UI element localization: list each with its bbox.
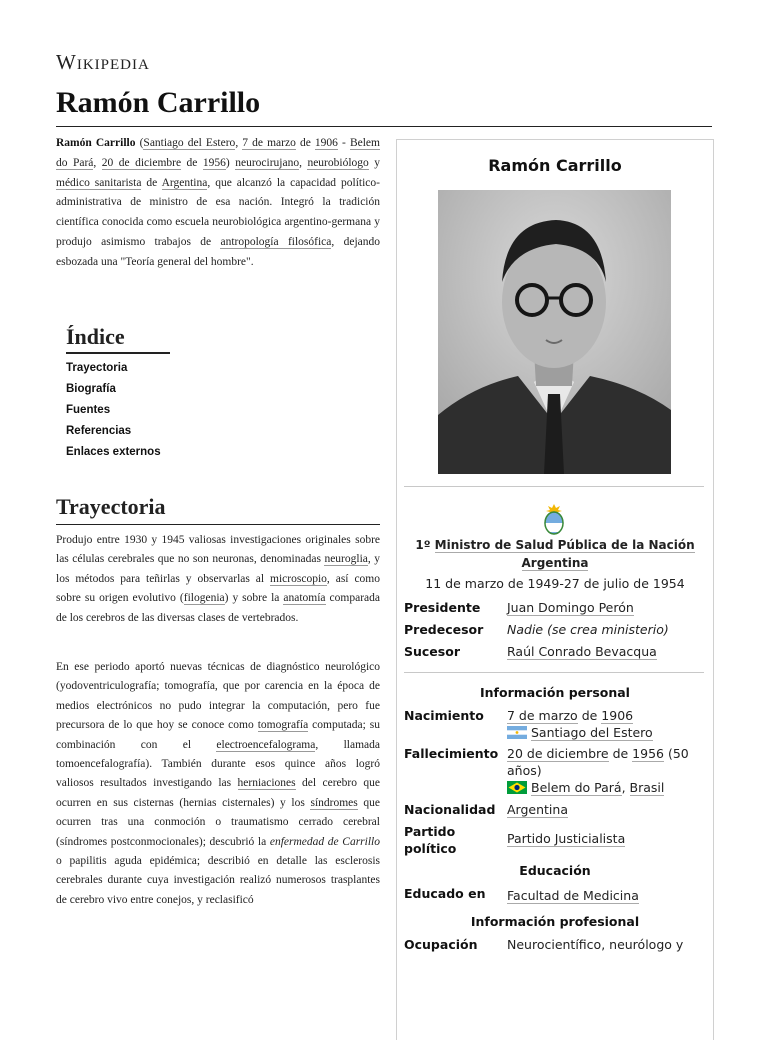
link-anatomia[interactable]: anatomía xyxy=(283,592,326,605)
link-herniaciones[interactable]: herniaciones xyxy=(237,777,296,790)
link-death-year[interactable]: 1956 xyxy=(202,156,226,169)
link-nacionalidad[interactable]: Argentina xyxy=(507,802,568,817)
link-neuroglia[interactable]: neuroglia xyxy=(324,553,368,566)
coat-of-arms-icon xyxy=(542,502,566,536)
brazil-flag-icon xyxy=(507,781,527,794)
link-birth-day[interactable]: 7 de marzo xyxy=(242,137,296,149)
paragraph-2: En ese periodo aportó nuevas técnicas de diagnóstico neurológico (yodoventriculografía; tomografía, que por carencia en la época de medios electrónicos no pudo integrar la computación, pero fue precursora de lo que hoy se conoce como tomografía computada; su combinación con el electroencefalograma, llamada tomoencefalografía). También durante esos quince años logró valiosos resultados investigando las herniaciones del cerebro que ocurren en sus cisternas (hernias cisternales) y los síndromes que ocurren tras una conmoción o traumatismo cerrado cerebral (síndromes postconmocionales); descubrió la enfermedad de Carrillo o papilitis aguda epidémica; describió en detalle las esclerosis cerebrales durante cuya investigación realizó numerosos trasplantes de cerebro vivo entre conejos, y reclasificó xyxy=(56,661,381,906)
link-educado-en[interactable]: Facultad de Medicina xyxy=(507,888,639,903)
argentina-flag-icon xyxy=(507,726,527,739)
link-birth-year[interactable]: 1906 xyxy=(601,708,634,723)
lead-name: Ramón Carrillo xyxy=(56,137,136,149)
toc-item-biografia[interactable]: Biografía xyxy=(66,383,116,395)
section-title-trayectoria: Trayectoria xyxy=(56,494,380,525)
toc-title: Índice xyxy=(66,324,170,354)
link-neurobiologo[interactable]: neurobiólogo xyxy=(307,156,369,169)
link-antropologia-filosofica[interactable]: antropología filosófica xyxy=(220,235,332,248)
link-argentina[interactable]: Argentina xyxy=(161,176,208,189)
link-sindromes[interactable]: síndromes xyxy=(310,796,358,809)
section-educacion: Educación xyxy=(519,863,591,878)
link-santiago-del-estero[interactable]: Santiago del Estero xyxy=(143,137,236,149)
toc-item-fuentes[interactable]: Fuentes xyxy=(66,404,111,416)
link-electroencefalograma[interactable]: electroencefalograma xyxy=(216,738,316,751)
paragraph-1: Produjo entre 1930 y 1945 valiosas investigaciones originales sobre las células cerebrales que no son neuronas, denominadas neuroglia, y los métodos para teñirlas y observarlas al microscopio, así como sobre su origen evolutivo (filogenia) y sobre la anatomía comparada de los cerebros de las diversas clases de vertebrados. xyxy=(56,534,380,624)
link-microscopio[interactable]: microscopio xyxy=(270,572,327,585)
link-tomografia[interactable]: tomografía xyxy=(257,719,309,732)
portrait-photo[interactable] xyxy=(438,190,671,474)
infobox-title: Ramón Carrillo xyxy=(488,156,622,175)
infobox: Ramón Carrillo 1º Ministro de Salud Pública de la Nación Argentina 11 de marzo de 1949-27 de julio de 1954 Presidente Juan Domingo Perón Predecesor Nadie (se crea ministerio) Sucesor Raúl Conrado Bevacqua Información personal Nacimiento 7 de marzo de 1906 Santiago del Estero Fallecimiento 20 de diciembre de 1956 (50 años) Belem do Pará, Brasil Nacionalidad Argentina Partido político Partido Justicialista Educación Educado en Facultad de Medicina Información profesional Ocupación Neurocientífico, neurólogo y xyxy=(396,139,714,1040)
link-neurocirujano[interactable]: neurocirujano xyxy=(235,156,300,169)
lead-paragraph: Ramón Carrillo (Santiago del Estero, 7 de marzo de 1906 - Belem do Pará, 20 de diciembre de 1956) neurocirujano, neurobiólogo y médico sanitarista de Argentina, que alcanzó la capacidad político-administrativa de ministro de esa nación. Integró la tradición científica conocida como escuela neurobiológica argentino-germana y produjo asimismo trabajos de antropología filosófica, dejando esbozada una "Teoría general del hombre". xyxy=(56,137,381,268)
title-divider xyxy=(56,126,712,127)
link-filogenia[interactable]: filogenia xyxy=(183,592,225,605)
link-death-year[interactable]: 1956 xyxy=(632,746,664,761)
office-title: 1º Ministro de Salud Pública de la Nación Argentina xyxy=(415,538,695,570)
toc-item-enlaces-externos[interactable]: Enlaces externos xyxy=(66,446,161,458)
link-birth-day[interactable]: 7 de marzo xyxy=(507,708,578,723)
page-title: Ramón Carrillo xyxy=(56,86,261,119)
link-partido[interactable]: Partido Justicialista xyxy=(507,831,626,846)
link-death-country[interactable]: Brasil xyxy=(629,780,665,795)
link-medico-sanitarista[interactable]: médico sanitarista xyxy=(56,176,142,189)
infobox-divider xyxy=(404,486,704,487)
wikipedia-logo[interactable]: Wikipedia xyxy=(56,50,150,74)
link-sucesor[interactable]: Raúl Conrado Bevacqua xyxy=(507,644,657,659)
link-birth-place[interactable]: Santiago del Estero xyxy=(531,725,653,740)
toc-item-trayectoria[interactable]: Trayectoria xyxy=(66,362,128,374)
link-birth-year[interactable]: 1906 xyxy=(314,137,338,149)
link-presidente[interactable]: Juan Domingo Perón xyxy=(507,600,634,615)
link-death-day[interactable]: 20 de diciembre xyxy=(101,156,182,169)
infobox-divider xyxy=(404,672,704,673)
link-office[interactable]: Ministro de Salud Pública de la Nación Argentina xyxy=(434,538,695,570)
table-of-contents xyxy=(66,324,170,463)
link-death-day[interactable]: 20 de diciembre xyxy=(507,746,609,761)
section-profesional: Información profesional xyxy=(470,914,640,929)
office-term: 11 de marzo de 1949-27 de julio de 1954 xyxy=(425,576,685,591)
toc-item-referencias[interactable]: Referencias xyxy=(66,425,132,437)
section-personal: Información personal xyxy=(480,685,630,700)
link-belem[interactable]: Belem do Pará xyxy=(56,137,380,169)
link-death-city[interactable]: Belem do Pará xyxy=(531,780,622,795)
